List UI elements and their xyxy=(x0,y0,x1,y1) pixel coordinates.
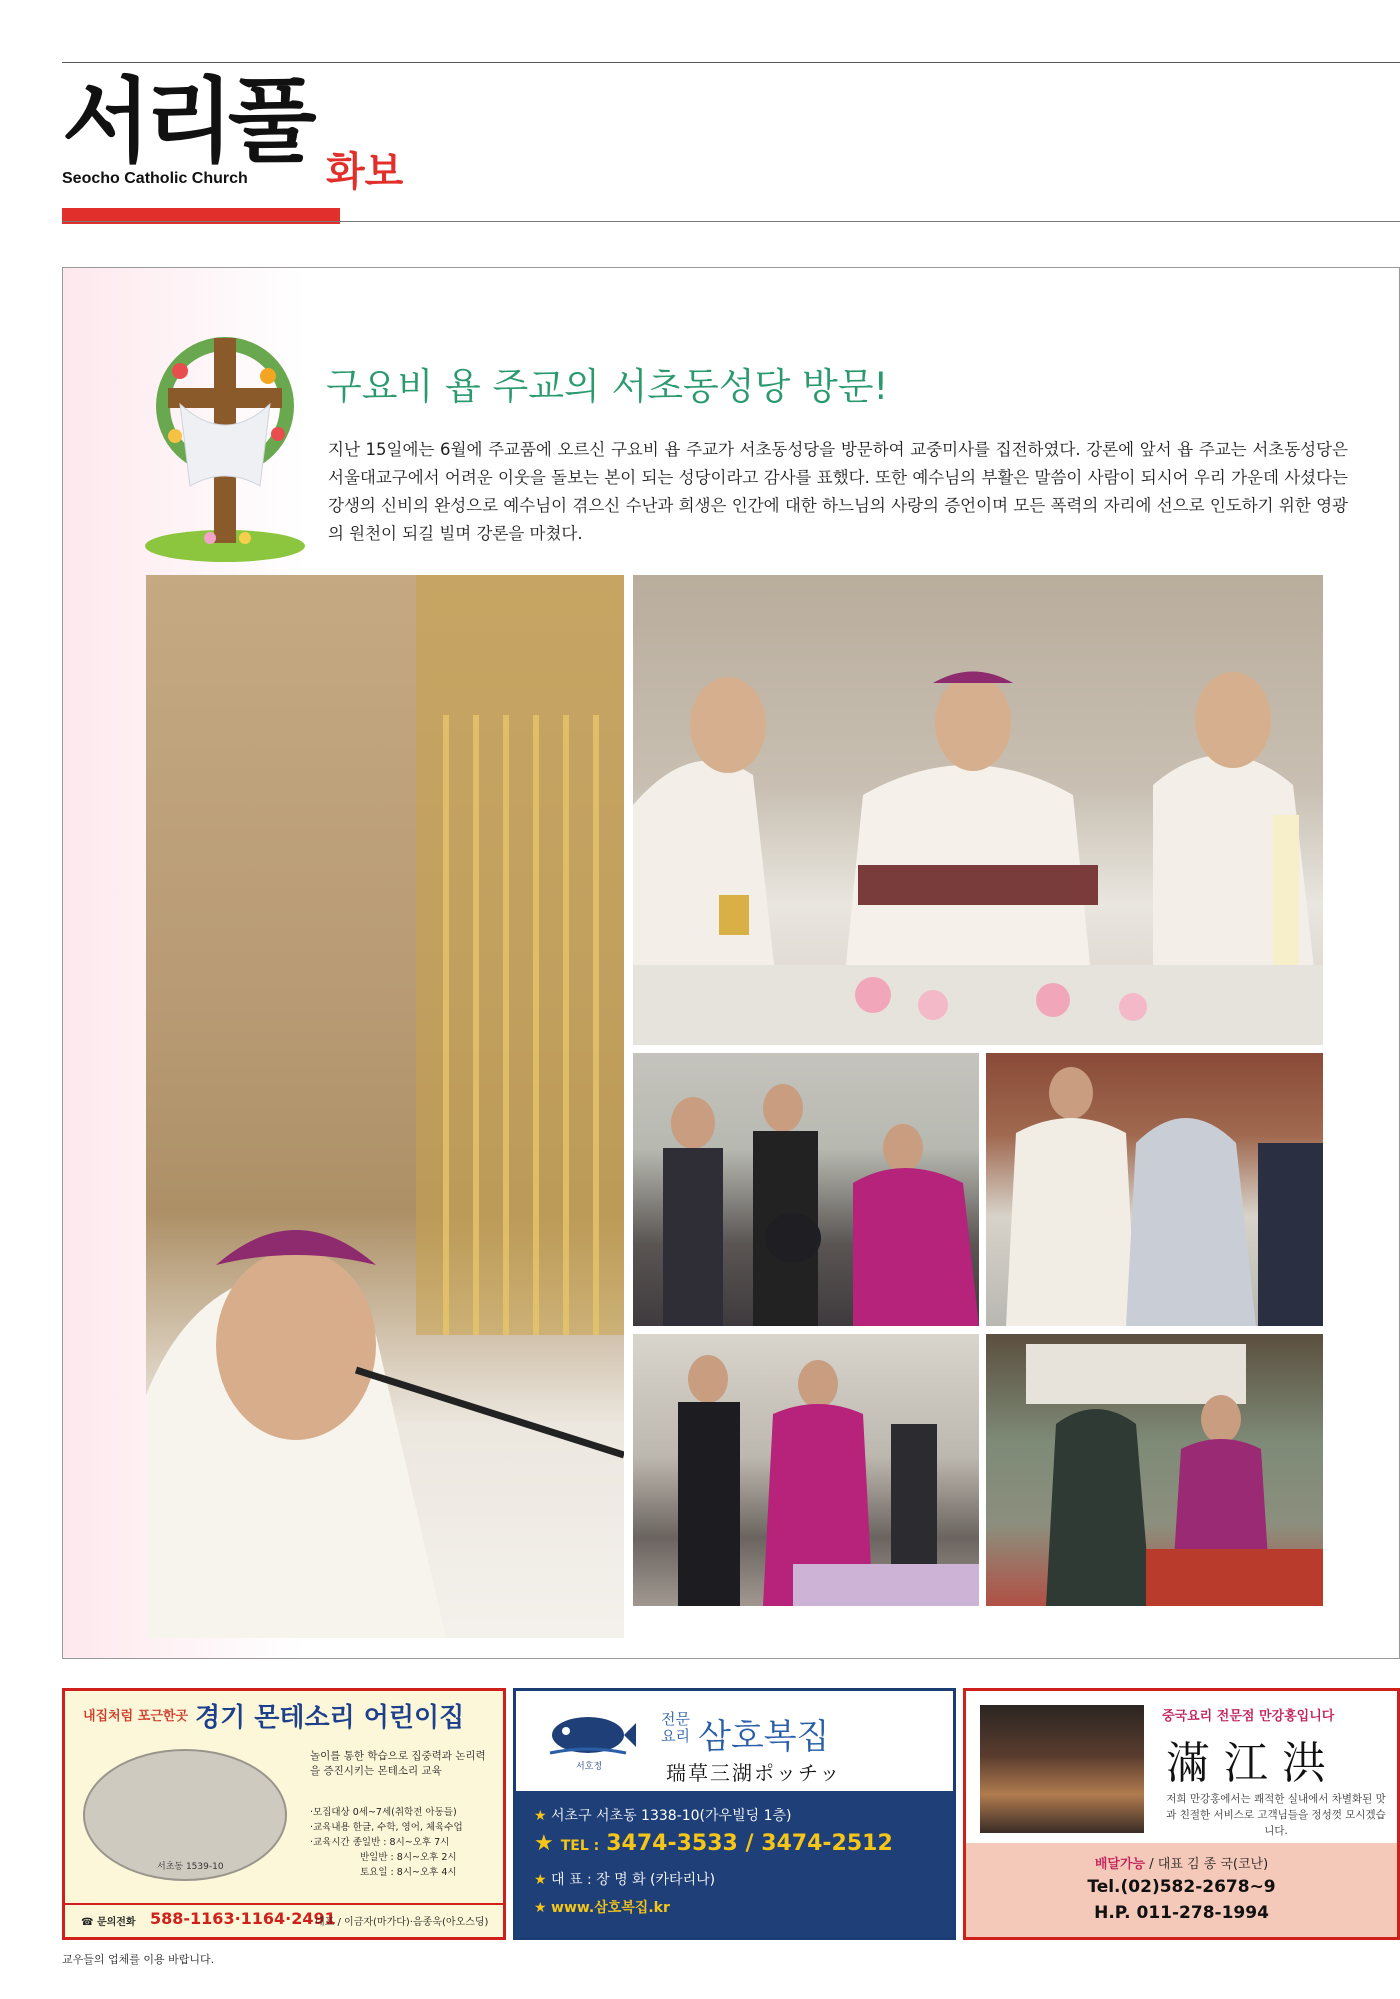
ad-samho-japanese: 瑞草三湖ポッチッ xyxy=(666,1761,842,1785)
ad-mankang xyxy=(963,1688,1400,1940)
page-footnote: 교우들의 업체를 이용 바랍니다. xyxy=(62,1953,215,1966)
masthead-logo: 서리풀 xyxy=(62,68,311,175)
ad-montessori-rep: 대표 / 이금자(마가다)·음종욱(아오스딩) xyxy=(315,1917,489,1928)
svg-text:서호정: 서호정 xyxy=(576,1762,603,1772)
photo-procession-walk xyxy=(633,1334,979,1606)
ad-montessori-footer xyxy=(65,1903,503,1939)
ad-samho-rep: 대 표 : 장 명 화 (카타리나) xyxy=(551,1872,716,1888)
photo-altar-mass xyxy=(633,575,1323,1045)
ad-montessori-photo-caption: 서초동 1539-10 xyxy=(157,1862,224,1872)
ad-samho-kind: 전문요리 xyxy=(661,1710,690,1745)
cross-wreath-icon xyxy=(140,316,310,566)
photo-parish-stall xyxy=(986,1334,1323,1606)
ad-samho-tel: 3474-3533 / 3474-2512 xyxy=(606,1831,893,1856)
ad-montessori-phone: 588-1163·1164·2491 xyxy=(150,1909,336,1928)
star-icon: ★ xyxy=(534,1872,547,1888)
ad-samho-address-line xyxy=(534,1805,791,1825)
ad-montessori-detail: ·교육시간 종일반 : 8시~오후 7시 xyxy=(310,1837,450,1848)
ad-montessori-detail: ·교육내용 한글, 수학, 영어, 체육수업 xyxy=(310,1822,463,1833)
star-icon: ★ xyxy=(534,1900,547,1916)
header-rule xyxy=(62,221,1400,222)
photo-greeting-parishioners xyxy=(633,1053,979,1326)
ad-mankang-tel: Tel.(02)582-2678~9 xyxy=(1087,1877,1276,1897)
pufferfish-logo-icon xyxy=(540,1705,636,1773)
ad-montessori-detail: 반일반 : 8시~오후 2시 xyxy=(360,1852,457,1863)
ad-samho-name: 삼호복집 xyxy=(698,1717,830,1757)
ad-montessori-detail: 토요일 : 8시~오후 4시 xyxy=(360,1867,457,1878)
section-label: 화보 xyxy=(326,149,404,195)
top-rule xyxy=(62,62,1400,63)
ad-samho-address: 서초구 서초동 1338-10(가우빌딩 1층) xyxy=(551,1808,792,1824)
ad-mankang-slogan: 중국요리 전문점 만강홍입니다 xyxy=(1162,1709,1335,1724)
ad-montessori-phone-label: ☎ 문의전화 xyxy=(81,1917,136,1928)
ad-montessori-tagline: 놀이를 통한 학습으로 집중력과 논리력을 증진시키는 몬테소리 교육 xyxy=(310,1750,486,1777)
photo-communion xyxy=(986,1053,1323,1326)
ad-samho-info-band xyxy=(516,1791,953,1937)
ad-samho-rep-line xyxy=(534,1869,715,1889)
ad-montessori xyxy=(62,1688,506,1940)
ad-montessori-name: 경기 몬테소리 어린이집 xyxy=(195,1703,465,1733)
ad-samho-web: www.삼호복집.kr xyxy=(551,1900,670,1916)
star-icon: ★ xyxy=(534,1808,547,1824)
ad-montessori-details xyxy=(310,1805,500,1880)
ad-mankang-storefront-photo xyxy=(980,1705,1144,1833)
star-icon: ★ xyxy=(534,1831,554,1856)
ad-samho-web-line xyxy=(534,1897,670,1917)
ad-mankang-logo: 滿江洪 xyxy=(1166,1738,1340,1789)
feature-headline: 구요비 욥 주교의 서초동성당 방문! xyxy=(326,365,889,408)
ad-mankang-delivery-line xyxy=(966,1853,1397,1872)
masthead-subtitle: Seocho Catholic Church xyxy=(62,170,248,187)
ad-montessori-detail: ·모집대상 0세~7세(취학전 아동들) xyxy=(310,1807,457,1818)
ad-mankang-contact-band xyxy=(966,1843,1397,1937)
ad-mankang-description: 저희 만강홍에서는 쾌적한 실내에서 차별화된 맛과 친절한 서비스로 고객님들을 정성껏 모시겠습니다. xyxy=(1166,1793,1386,1837)
ad-samho xyxy=(513,1688,956,1940)
photo-bishop-homily xyxy=(146,575,624,1638)
ad-mankang-hp: H.P. 011-278-1994 xyxy=(1094,1903,1269,1923)
ad-samho-tel-label: TEL : xyxy=(560,1838,600,1854)
ad-mankang-delivery: 배달가능 xyxy=(1094,1857,1146,1872)
ad-montessori-slogan: 내집처럼 포근한곳 xyxy=(83,1709,188,1724)
ad-mankang-rep: / 대표 김 종 국(코난) xyxy=(1149,1857,1269,1872)
feature-body: 지난 15일에는 6월에 주교품에 오르신 구요비 욥 주교가 서초동성당을 방문하여 교중미사를 집전하였다. 강론에 앞서 욥 주교는 서초동성당은 서울대교구에서 어려운 이웃을 돌보는 본이 되는 성당이라고 감사를 표했다. 또한 예수님의 부활은 말씀이 사람이 되시어 우리 가운데 사셨다는 강생의 신비의 완성으로 예수님이 겪으신 수난과 희생은 인간에 대한 하느님의 사랑의 증언이며 모든 폭력의 자리에 선으로 인도하기 위한 영광의 원천이 되길 빌며 강론을 마쳤다. xyxy=(328,440,1348,543)
ad-samho-tel-line xyxy=(534,1831,893,1856)
